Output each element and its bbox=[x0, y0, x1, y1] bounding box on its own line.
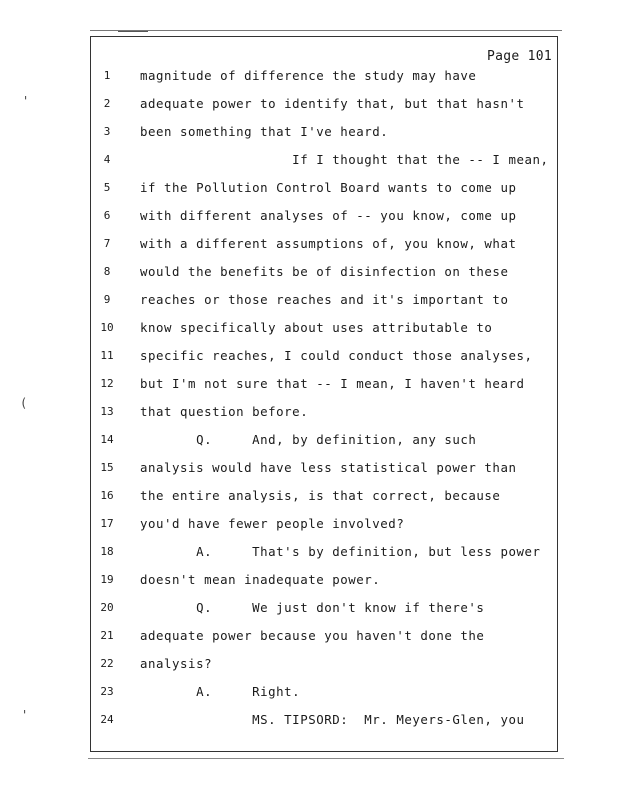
transcript-page-frame bbox=[90, 36, 558, 752]
transcript-line: doesn't mean inadequate power. bbox=[140, 572, 381, 587]
transcript-line: MS. TIPSORD: Mr. Meyers-Glen, you bbox=[140, 712, 525, 727]
left-margin-dot-mark: ' bbox=[21, 708, 29, 722]
page-number: Page 101 bbox=[486, 49, 552, 64]
line-number: 17 bbox=[100, 517, 114, 530]
transcript-line: if the Pollution Control Board wants to come up bbox=[140, 180, 517, 195]
line-number: 14 bbox=[100, 433, 114, 446]
top-dash-mark bbox=[118, 31, 148, 32]
line-number: 19 bbox=[100, 573, 114, 586]
transcript-line: If I thought that the -- I mean, bbox=[140, 152, 549, 167]
line-number: 15 bbox=[100, 461, 114, 474]
line-number: 3 bbox=[103, 125, 111, 138]
transcript-line: A. That's by definition, but less power bbox=[140, 544, 541, 559]
line-number: 24 bbox=[100, 713, 114, 726]
transcript-line: Q. And, by definition, any such bbox=[140, 432, 477, 447]
transcript-line: you'd have fewer people involved? bbox=[140, 516, 405, 531]
line-number: 9 bbox=[103, 293, 111, 306]
transcript-line: that question before. bbox=[140, 404, 309, 419]
line-number: 22 bbox=[100, 657, 114, 670]
line-number: 8 bbox=[103, 265, 111, 278]
top-rule bbox=[90, 30, 562, 31]
line-number: 20 bbox=[100, 601, 114, 614]
line-number: 2 bbox=[103, 97, 111, 110]
line-number: 4 bbox=[103, 153, 111, 166]
transcript-line: analysis? bbox=[140, 656, 213, 671]
transcript-line: with a different assumptions of, you know, what bbox=[140, 236, 517, 251]
transcript-line: the entire analysis, is that correct, because bbox=[140, 488, 501, 503]
line-number: 5 bbox=[103, 181, 111, 194]
transcript-line: reaches or those reaches and it's important to bbox=[140, 292, 509, 307]
line-number: 13 bbox=[100, 405, 114, 418]
transcript-line: but I'm not sure that -- I mean, I haven't heard bbox=[140, 376, 525, 391]
line-number: 12 bbox=[100, 377, 114, 390]
transcript-line: analysis would have less statistical power than bbox=[140, 460, 517, 475]
line-number: 16 bbox=[100, 489, 114, 502]
line-number: 10 bbox=[100, 321, 114, 334]
transcript-line: adequate power because you haven't done the bbox=[140, 628, 485, 643]
line-number: 11 bbox=[100, 349, 114, 362]
transcript-line: with different analyses of -- you know, come up bbox=[140, 208, 517, 223]
bottom-rule bbox=[88, 758, 564, 759]
line-number: 6 bbox=[103, 209, 111, 222]
transcript-line: specific reaches, I could conduct those analyses, bbox=[140, 348, 533, 363]
line-number: 7 bbox=[103, 237, 111, 250]
left-margin-tick-mark: ' bbox=[22, 94, 30, 108]
line-number: 21 bbox=[100, 629, 114, 642]
transcript-line: adequate power to identify that, but that hasn't bbox=[140, 96, 525, 111]
line-number: 18 bbox=[100, 545, 114, 558]
transcript-line: would the benefits be of disinfection on these bbox=[140, 264, 509, 279]
transcript-line: magnitude of difference the study may have bbox=[140, 68, 477, 83]
transcript-line: know specifically about uses attributable to bbox=[140, 320, 493, 335]
transcript-line: been something that I've heard. bbox=[140, 124, 389, 139]
left-margin-bracket-mark: ( bbox=[20, 396, 28, 410]
transcript-line: Q. We just don't know if there's bbox=[140, 600, 485, 615]
transcript-line: A. Right. bbox=[140, 684, 301, 699]
line-number: 23 bbox=[100, 685, 114, 698]
line-number: 1 bbox=[103, 69, 111, 82]
